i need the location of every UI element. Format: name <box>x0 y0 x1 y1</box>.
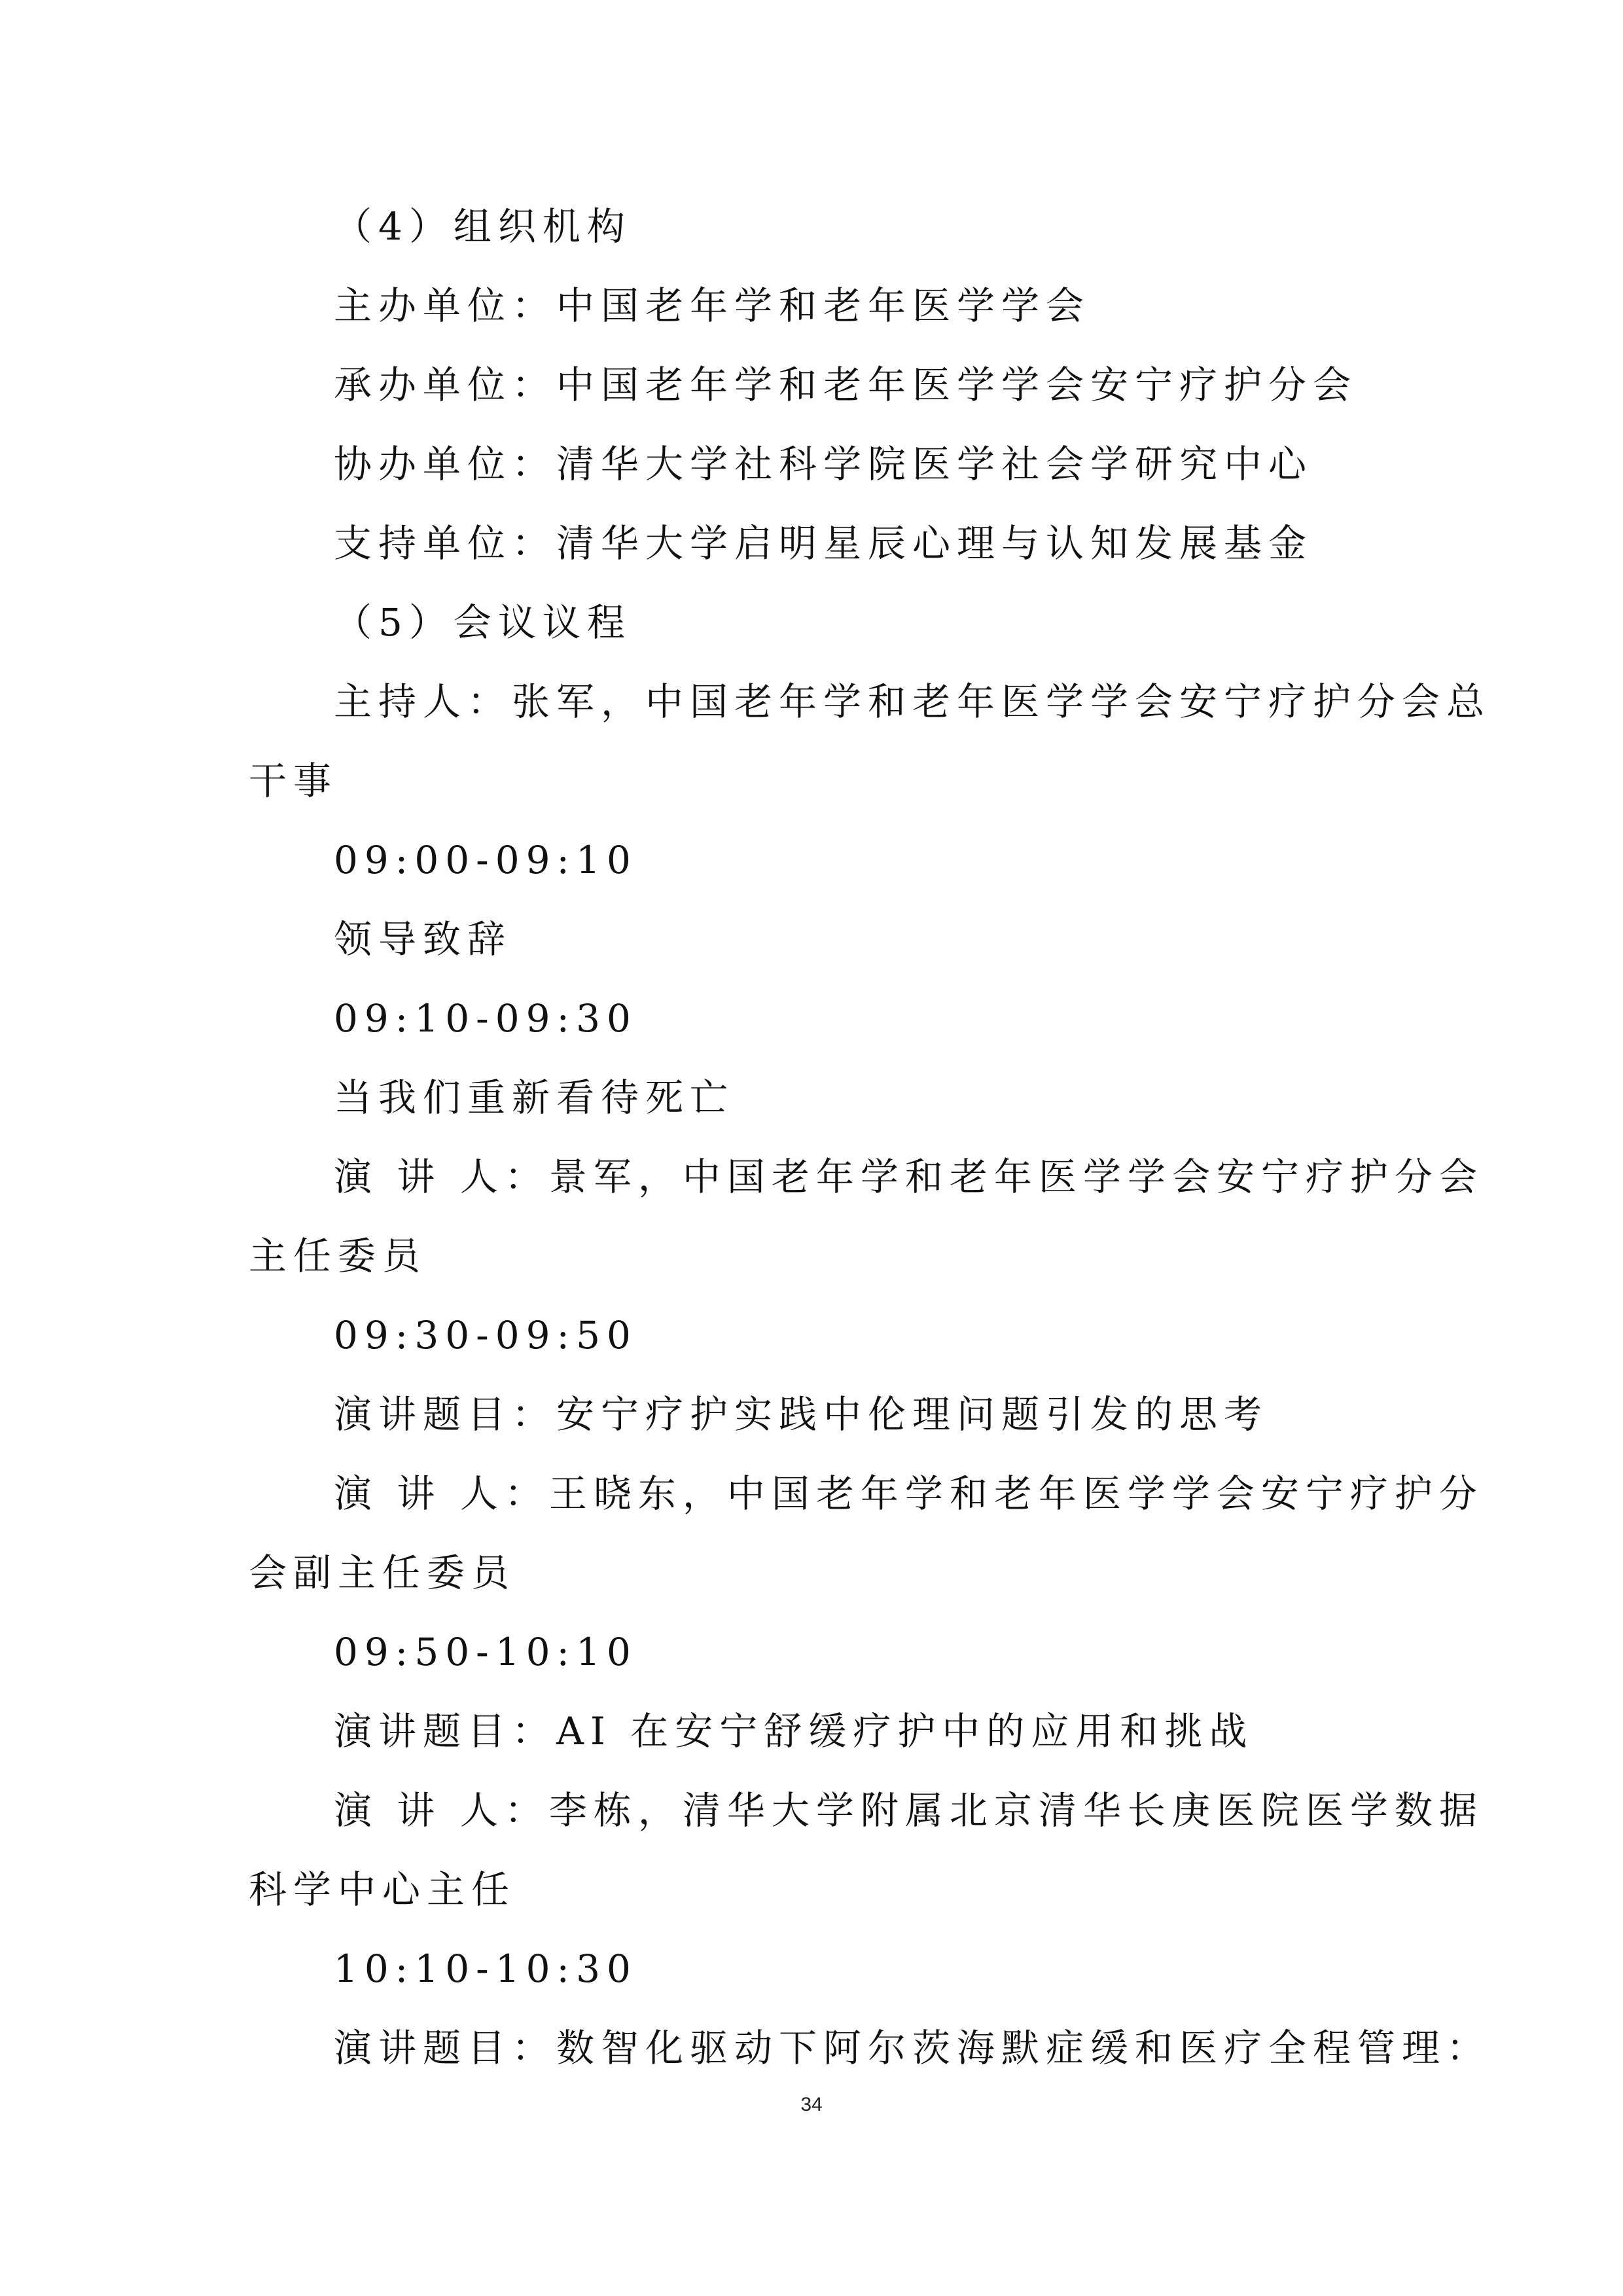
agenda-time-4: 09:50-10:10 <box>334 1630 637 1674</box>
agenda-speaker-2: 演 讲 人：景军，中国老年学和老年医学学会安宁疗护分会 <box>334 1155 1484 1199</box>
agenda-time-5: 10:10-10:30 <box>334 1946 637 1991</box>
section-heading-organization: （4）组织机构 <box>334 204 632 249</box>
moderator-line-continued: 干事 <box>249 759 338 803</box>
agenda-talk-title-2: 当我们重新看待死亡 <box>334 1075 735 1120</box>
agenda-talk-title-3: 演讲题目：安宁疗护实践中伦理问题引发的思考 <box>334 1392 1269 1437</box>
agenda-talk-title-4: 演讲题目：AI 在安宁舒缓疗护中的应用和挑战 <box>334 1709 1254 1753</box>
organizer-line: 承办单位：中国老年学和老年医学学会安宁疗护分会 <box>334 363 1358 407</box>
section-heading-agenda: （5）会议议程 <box>334 600 632 645</box>
moderator-line: 主持人：张军，中国老年学和老年医学学会安宁疗护分会总 <box>334 679 1491 724</box>
supporter-line: 支持单位：清华大学启明星辰心理与认知发展基金 <box>334 521 1313 565</box>
agenda-talk-title-5: 演讲题目：数智化驱动下阿尔茨海默症缓和医疗全程管理： <box>334 2026 1491 2070</box>
agenda-time-1: 09:00-09:10 <box>334 838 637 882</box>
page-number: 34 <box>800 2094 823 2115</box>
agenda-speaker-4-continued: 科学中心主任 <box>249 1867 516 1912</box>
agenda-speaker-3: 演 讲 人：王晓东，中国老年学和老年医学学会安宁疗护分 <box>334 1471 1484 1516</box>
agenda-item-opening-speech: 领导致辞 <box>334 917 512 961</box>
host-organization-line: 主办单位：中国老年学和老年医学学会 <box>334 283 1091 328</box>
agenda-speaker-3-continued: 会副主任委员 <box>249 1551 516 1595</box>
agenda-speaker-4: 演 讲 人：李栋，清华大学附属北京清华长庚医院医学数据 <box>334 1788 1484 1833</box>
co-organizer-line: 协办单位：清华大学社科学院医学社会学研究中心 <box>334 442 1313 486</box>
agenda-speaker-2-continued: 主任委员 <box>249 1234 427 1278</box>
agenda-time-2: 09:10-09:30 <box>334 996 637 1041</box>
agenda-time-3: 09:30-09:50 <box>334 1313 637 1357</box>
